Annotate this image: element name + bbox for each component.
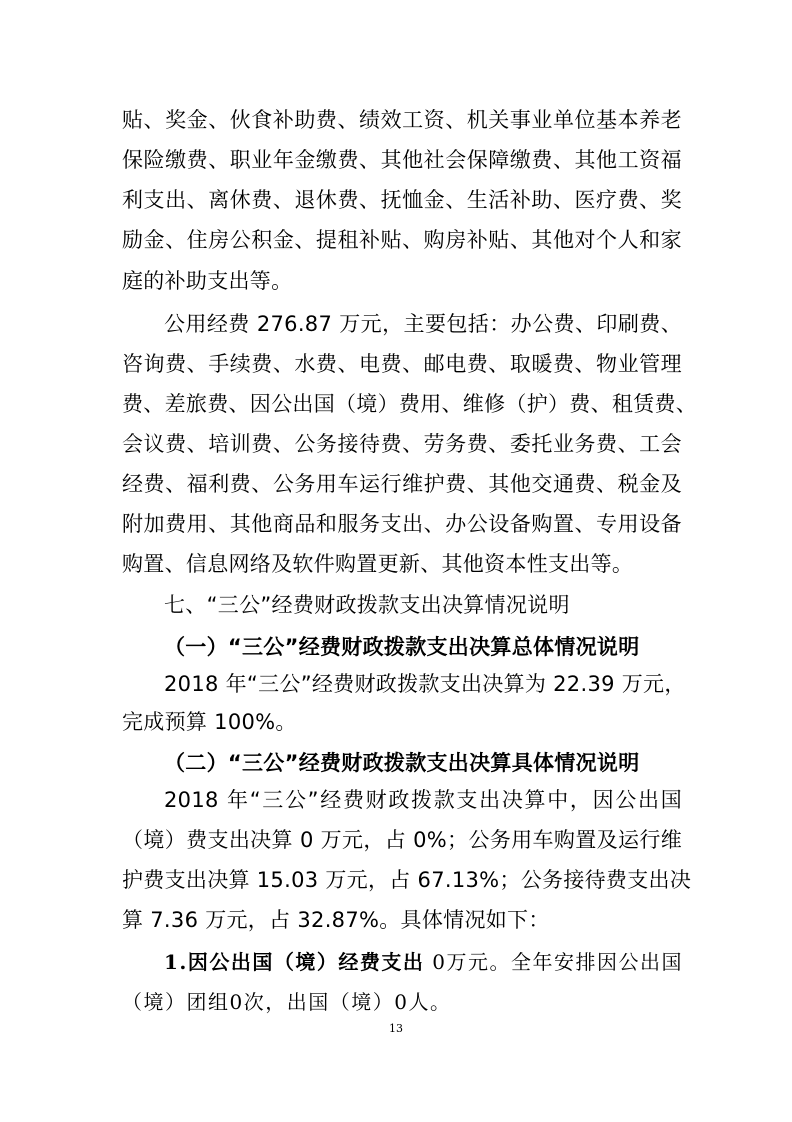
body-line: 利支出、离休费、退休费、抚恤金、生活补助、医疗费、奖 bbox=[122, 188, 682, 212]
subsection-heading: （一）“三公”经费财政拨款支出决算总体情况说明 bbox=[164, 635, 640, 659]
body-line: 购置、信息网络及软件购置更新、其他资本性支出等。 bbox=[122, 552, 634, 576]
section-heading: 七、“三公”经费财政拨款支出决算情况说明 bbox=[164, 593, 570, 617]
item-text: 0万元。全年安排因公出国 bbox=[432, 950, 683, 974]
body-line: 附加费用、其他商品和服务支出、办公设备购置、专用设备 bbox=[122, 512, 682, 536]
body-line: （境）费支出决算 0 万元，占 0%；公务用车购置及运行维 bbox=[122, 828, 682, 852]
page-number: 13 bbox=[389, 1022, 403, 1035]
item-line bbox=[164, 942, 682, 982]
body-line: 费、差旅费、因公出国（境）费用、维修（护）费、租赁费、 bbox=[122, 392, 698, 416]
body-line: 励金、住房公积金、提租补贴、购房补贴、其他对个人和家 bbox=[122, 228, 682, 252]
body-line: 庭的补助支出等。 bbox=[122, 269, 293, 293]
body-line: 贴、奖金、伙食补助费、绩效工资、机关事业单位基本养老 bbox=[122, 108, 682, 132]
body-line: 完成预算 100%。 bbox=[122, 710, 297, 734]
body-line: 公用经费 276.87 万元，主要包括：办公费、印刷费、 bbox=[164, 312, 682, 336]
item-line: （境）团组0次，出国（境）0人。 bbox=[122, 990, 452, 1014]
body-line: 护费支出决算 15.03 万元，占 67.13%；公务接待费支出决 bbox=[122, 868, 692, 892]
body-line: 2018 年“三公”经费财政拨款支出决算中，因公出国 bbox=[164, 788, 682, 812]
body-line: 咨询费、手续费、水费、电费、邮电费、取暖费、物业管理 bbox=[122, 352, 682, 376]
body-line: 会议费、培训费、公务接待费、劳务费、委托业务费、工会 bbox=[122, 432, 682, 456]
body-line: 2018 年“三公”经费财政拨款支出决算为 22.39 万元， bbox=[164, 672, 686, 696]
body-line: 经费、福利费、公务用车运行维护费、其他交通费、税金及 bbox=[122, 472, 682, 496]
body-line: 保险缴费、职业年金缴费、其他社会保障缴费、其他工资福 bbox=[122, 148, 682, 172]
item-label: 1.因公出国（境）经费支出 bbox=[164, 950, 425, 974]
subsection-heading: （二）“三公”经费财政拨款支出决算具体情况说明 bbox=[164, 751, 640, 775]
body-line: 算 7.36 万元，占 32.87%。具体情况如下： bbox=[122, 908, 550, 932]
